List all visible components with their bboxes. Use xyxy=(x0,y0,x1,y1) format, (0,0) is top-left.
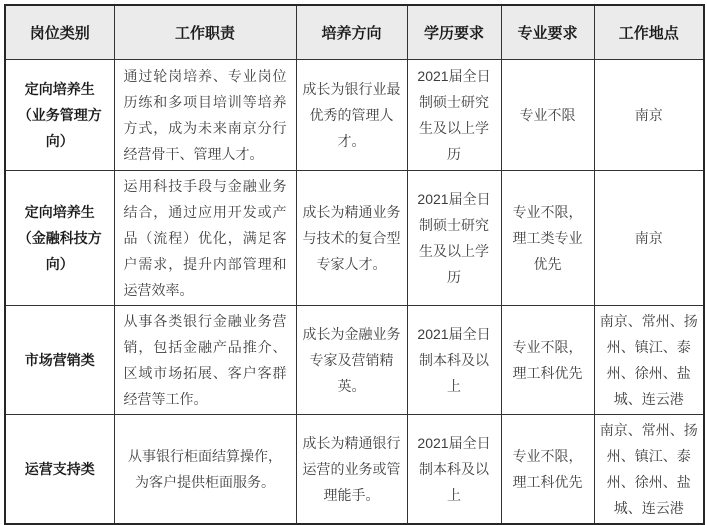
cell-direction: 成长为金融业务专家及营销精英。 xyxy=(296,306,407,415)
cell-category: 市场营销类 xyxy=(5,306,114,415)
cell-major: 专业不限，理工科优先 xyxy=(501,415,594,525)
cell-education: 2021届全日制本科及以上 xyxy=(407,415,501,525)
table-row xyxy=(5,306,704,415)
cell-major: 专业不限，理工科优先 xyxy=(501,306,594,415)
cell-duty: 从事银行柜面结算操作，为客户提供柜面服务。 xyxy=(114,415,296,525)
cell-major: 专业不限，理工类专业优先 xyxy=(501,171,594,306)
cell-education: 2021届全日制硕士研究生及以上学历 xyxy=(407,171,501,306)
cell-education: 2021届全日制硕士研究生及以上学历 xyxy=(407,60,501,171)
table-row xyxy=(5,60,704,171)
cell-duty: 从事各类银行金融业务营销，包括金融产品推介、区域市场拓展、客户客群经营等工作。 xyxy=(114,306,296,415)
header-cell-major: 专业要求 xyxy=(501,5,594,60)
cell-location: 南京、常州、扬州、镇江、泰州、徐州、盐城、连云港 xyxy=(594,415,704,525)
cell-major: 专业不限 xyxy=(501,60,594,171)
table-row xyxy=(5,171,704,306)
cell-location: 南京 xyxy=(594,60,704,171)
header-cell-category: 岗位类别 xyxy=(5,5,114,60)
header-cell-location: 工作地点 xyxy=(594,5,704,60)
header-cell-duty: 工作职责 xyxy=(114,5,296,60)
cell-direction: 成长为精通业务与技术的复合型专家人才。 xyxy=(296,171,407,306)
cell-location: 南京、常州、扬州、镇江、泰州、徐州、盐城、连云港 xyxy=(594,306,704,415)
cell-category: 定向培养生（金融科技方向） xyxy=(5,171,114,306)
cell-category: 运营支持类 xyxy=(5,415,114,525)
cell-duty: 运用科技手段与金融业务结合，通过应用开发或产品（流程）优化，满足客户需求，提升内部管理和运营效率。 xyxy=(114,171,296,306)
header-row xyxy=(5,5,704,60)
header-cell-education: 学历要求 xyxy=(407,5,501,60)
cell-direction: 成长为银行业最优秀的管理人才。 xyxy=(296,60,407,171)
table-row xyxy=(5,415,704,525)
cell-duty: 通过轮岗培养、专业岗位历练和多项目培训等培养方式，成为未来南京分行经营骨干、管理人才。 xyxy=(114,60,296,171)
cell-education: 2021届全日制本科及以上 xyxy=(407,306,501,415)
cell-location: 南京 xyxy=(594,171,704,306)
recruitment-positions-table xyxy=(4,4,705,525)
cell-direction: 成长为精通银行运营的业务或管理能手。 xyxy=(296,415,407,525)
cell-category: 定向培养生（业务管理方向） xyxy=(5,60,114,171)
header-cell-direction: 培养方向 xyxy=(296,5,407,60)
